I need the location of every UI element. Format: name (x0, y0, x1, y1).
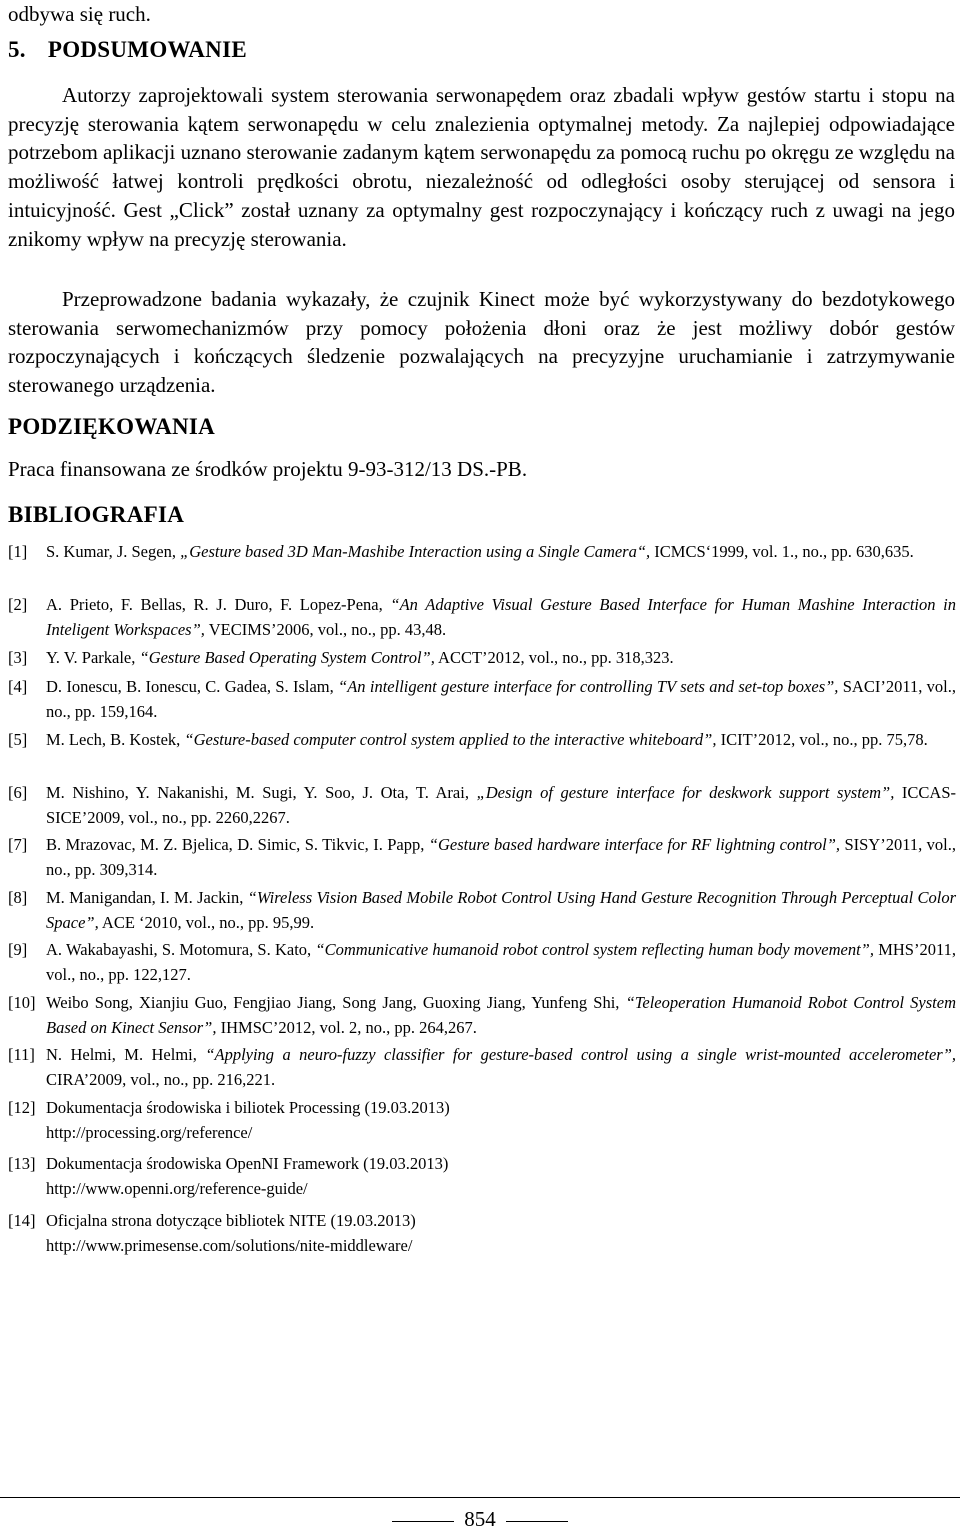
bibliography-heading: BIBLIOGRAFIA (8, 502, 185, 527)
reference-item: [10] Weibo Song, Xianjiu Guo, Fengjiao Jiang, Song Jang, Guoxing Jiang, Yunfeng Shi, “Teleoperation Humanoid Robot Control System Based on Kinect Sensor”, IHMSC’2012, vol. 2, no., pp. 264,267. (8, 993, 956, 1037)
reference-item: [5] M. Lech, B. Kostek, “Gesture-based computer control system applied to the interactive whiteboard”, ICIT’2012, vol., no., pp. 75,78. (8, 730, 928, 749)
reference-url[interactable]: http://processing.org/reference/ (46, 1122, 253, 1142)
reference-item: [4] D. Ionescu, B. Ionescu, C. Gadea, S. Islam, “An intelligent gesture interface for controlling TV sets and set-top boxes”, SACI’2011, vol., no., pp. 159,164. (8, 677, 956, 721)
footer-rule (0, 1497, 960, 1498)
reference-item: [2] A. Prieto, F. Bellas, R. J. Duro, F. Lopez-Pena, “An Adaptive Visual Gesture Based Interface for Human Mashine Interaction in Inteligent Workspaces”, VECIMS’2006, vol., no., pp. 43,48. (8, 595, 956, 639)
page-footer (0, 1507, 960, 1532)
reference-item: [12] Dokumentacja środowiska i biliotek Processing (19.03.2013) http://processing.org/reference/ (8, 1096, 956, 1145)
reference-item: [1] S. Kumar, J. Segen, „Gesture based 3D Man-Mashibe Interaction using a Single Camera“, ICMCS‘1999, vol. 1., no., pp. 630,635. (8, 542, 914, 561)
summary-paragraph-1: Autorzy zaprojektowali system sterowania serwonapędem oraz zbadali wpływ gestów startu i stopu na precyzję sterowania kątem serwonapędu w celu znalezienia optymalnej metody. Za najlepiej odpowiadające potrzebom aplikacji uznano sterowanie zadanym kątem serwonapędu za pomocą ruchu po okręgu ze względu na możliwość łatwej kontroli prędkości obrotu, niezależność od odległości osoby sterującej od sensora i intuicyjność. Gest „Click” został uznany za optymalny gest rozpoczynający i kończący ruch z uwagi na jego znikomy wpływ na precyzję sterowania. (8, 83, 955, 251)
reference-item: [9] A. Wakabayashi, S. Motomura, S. Kato, “Communicative humanoid robot control system reflecting human body movement”, MHS’2011, vol., no., pp. 122,127. (8, 940, 956, 984)
reference-item: [6] M. Nishino, Y. Nakanishi, M. Sugi, Y. Soo, J. Ota, T. Arai, „Design of gesture interface for deskwork support system”, ICCAS-SICE’2009, vol., no., pp. 2260,2267. (8, 783, 957, 827)
footer-dash-right (506, 1521, 568, 1522)
reference-item: [13] Dokumentacja środowiska OpenNI Framework (19.03.2013) http://www.openni.org/reference-guide/ (8, 1152, 956, 1201)
reference-url[interactable]: http://www.primesense.com/solutions/nite-middleware/ (46, 1235, 413, 1255)
reference-item: [14] Oficjalna strona dotyczące bibliotek NITE (19.03.2013) http://www.primesense.com/solutions/nite-middleware/ (8, 1209, 956, 1258)
page-number: 854 (464, 1507, 496, 1531)
previous-text-fragment: odbywa się ruch. (8, 2, 151, 26)
reference-item: [7] B. Mrazovac, M. Z. Bjelica, D. Simic, S. Tikvic, I. Papp, “Gesture based hardware interface for RF lightning control”, SISY’2011, vol., no., pp. 309,314. (8, 835, 956, 879)
summary-paragraph-2: Przeprowadzone badania wykazały, że czujnik Kinect może być wykorzystywany do bezdotykowego sterowania serwomechanizmów przy pomocy położenia dłoni oraz że jest możliwy dobór gestów rozpoczynających i kończących śledzenie pozwalających na precyzyjne uruchamianie i zatrzymywanie sterowanego urządzenia. (8, 287, 955, 398)
section-title: PODSUMOWANIE (47, 37, 247, 62)
reference-item: [11] N. Helmi, M. Helmi, “Applying a neuro-fuzzy classifier for gesture-based control using a single wrist-mounted accelerometer”, CIRA’2009, vol., no., pp. 216,221. (8, 1045, 957, 1089)
reference-item: [8] M. Manigandan, I. M. Jackin, “Wireless Vision Based Mobile Robot Control Using Hand Gesture Recognition Through Perceptual Color Space”, ACE ‘2010, vol., no., pp. 95,99. (8, 888, 956, 932)
section-number: 5. (8, 37, 26, 62)
acknowledgements-text: Praca finansowana ze środków projektu 9-93-312/13 DS.-PB. (8, 457, 528, 481)
footer-dash-left (392, 1521, 454, 1522)
reference-item: [3] Y. V. Parkale, “Gesture Based Operating System Control”, ACCT’2012, vol., no., pp. 318,323. (8, 648, 674, 667)
acknowledgements-heading: PODZIĘKOWANIA (8, 414, 216, 439)
section-heading (8, 37, 247, 63)
reference-url[interactable]: http://www.openni.org/reference-guide/ (46, 1178, 308, 1198)
